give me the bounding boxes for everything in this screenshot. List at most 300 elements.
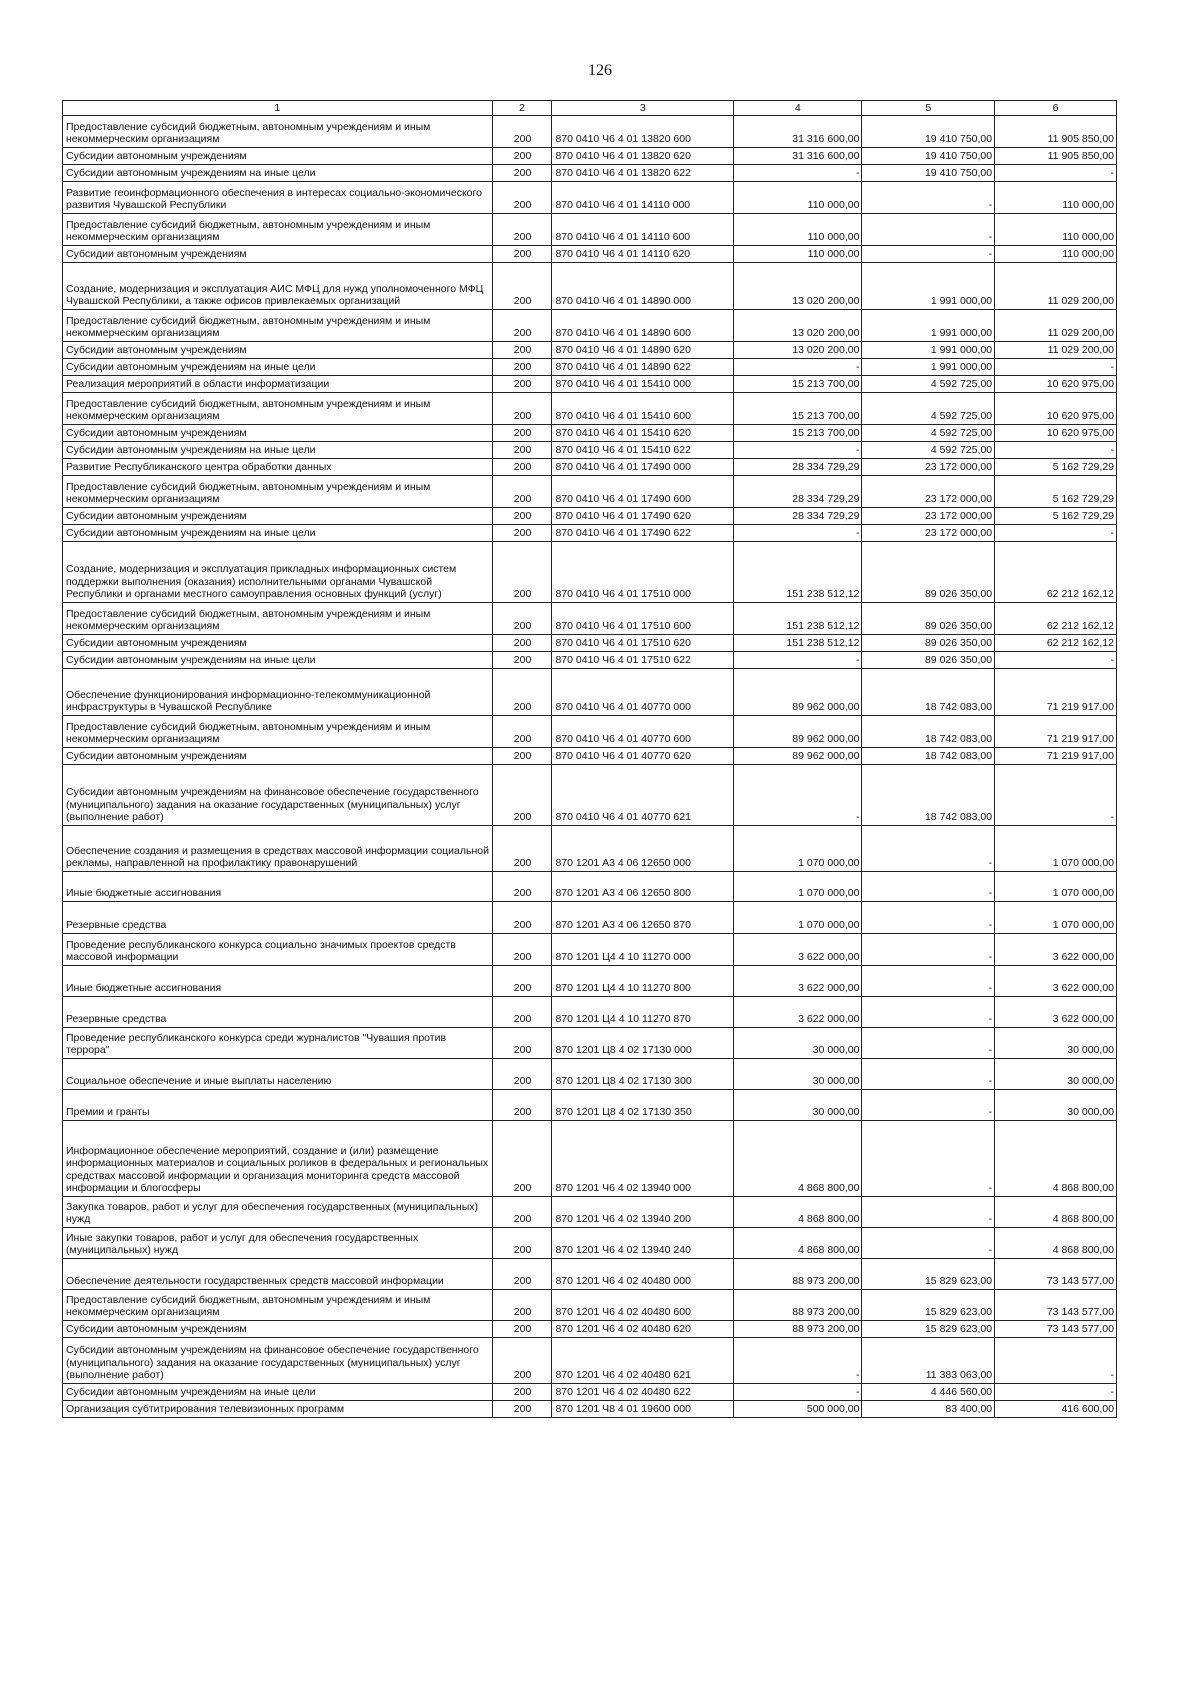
table-row (63, 342, 1117, 359)
row-col5-amount: - (862, 182, 995, 214)
row-col6-amount: 10 620 975,00 (995, 393, 1117, 425)
row-kbk-cell: 870 1201 Ч6 4 02 40480 000 (552, 1259, 734, 1290)
table-row (63, 442, 1117, 459)
row-col4-amount: 110 000,00 (734, 214, 862, 246)
row-kbk-cell: 870 0410 Ч6 4 01 40770 620 (552, 748, 734, 765)
row-col4-amount: 89 962 000,00 (734, 748, 862, 765)
row-col6-amount: 71 219 917,00 (995, 748, 1117, 765)
row-name-cell: Предоставление субсидий бюджетным, автономным учреждениям и иным некоммерческим организациям (63, 716, 493, 748)
row-code-cell: 200 (492, 966, 552, 997)
row-code-cell: 200 (492, 635, 552, 652)
row-col4-amount: 110 000,00 (734, 246, 862, 263)
row-name-cell: Субсидии автономным учреждениям на финансовое обеспечение государственного (муниципального) задания на оказание государственных (муниципальных) услуг (выполнение работ) (63, 765, 493, 826)
row-col4-amount: 31 316 600,00 (734, 116, 862, 148)
row-col4-amount: 1 070 000,00 (734, 902, 862, 934)
row-col6-amount: 110 000,00 (995, 214, 1117, 246)
row-col5-amount: - (862, 902, 995, 934)
row-kbk-cell: 870 0410 Ч6 4 01 17490 600 (552, 476, 734, 508)
row-kbk-cell: 870 1201 Ц8 4 02 17130 350 (552, 1090, 734, 1121)
row-col5-amount: 19 410 750,00 (862, 165, 995, 182)
table-row (63, 116, 1117, 148)
row-name-cell: Реализация мероприятий в области информатизации (63, 376, 493, 393)
row-name-cell: Организация субтитрирования телевизионных программ (63, 1401, 493, 1418)
row-kbk-cell: 870 0410 Ч6 4 01 14110 000 (552, 182, 734, 214)
row-kbk-cell: 870 0410 Ч6 4 01 14890 000 (552, 263, 734, 310)
row-code-cell: 200 (492, 652, 552, 669)
row-name-cell: Предоставление субсидий бюджетным, автономным учреждениям и иным некоммерческим организациям (63, 310, 493, 342)
row-kbk-cell: 870 1201 Ц4 4 10 11270 870 (552, 997, 734, 1028)
row-kbk-cell: 870 0410 Ч6 4 01 17510 600 (552, 603, 734, 635)
row-code-cell: 200 (492, 1197, 552, 1228)
budget-table (62, 100, 1117, 1418)
row-col5-amount: - (862, 1090, 995, 1121)
row-col5-amount: 89 026 350,00 (862, 635, 995, 652)
row-kbk-cell: 870 0410 Ч6 4 01 17490 620 (552, 508, 734, 525)
row-name-cell: Резервные средства (63, 997, 493, 1028)
row-kbk-cell: 870 1201 Ч6 4 02 13940 200 (552, 1197, 734, 1228)
table-row (63, 934, 1117, 966)
row-kbk-cell: 870 0410 Ч6 4 01 14110 600 (552, 214, 734, 246)
row-col4-amount: 15 213 700,00 (734, 425, 862, 442)
row-col5-amount: 18 742 083,00 (862, 716, 995, 748)
row-kbk-cell: 870 0410 Ч6 4 01 13820 622 (552, 165, 734, 182)
table-row (63, 542, 1117, 603)
row-name-cell: Предоставление субсидий бюджетным, автономным учреждениям и иным некоммерческим организациям (63, 116, 493, 148)
row-kbk-cell: 870 1201 Ц8 4 02 17130 300 (552, 1059, 734, 1090)
row-code-cell: 200 (492, 872, 552, 902)
col-header-5: 5 (862, 101, 995, 116)
row-col4-amount: 89 962 000,00 (734, 716, 862, 748)
table-row (63, 1090, 1117, 1121)
row-col4-amount: - (734, 1384, 862, 1401)
table-row (63, 635, 1117, 652)
row-name-cell: Субсидии автономным учреждениям на иные цели (63, 652, 493, 669)
row-code-cell: 200 (492, 1338, 552, 1384)
row-col4-amount: 110 000,00 (734, 182, 862, 214)
row-col4-amount: 1 070 000,00 (734, 872, 862, 902)
table-body (63, 116, 1117, 1418)
row-kbk-cell: 870 0410 Ч6 4 01 17510 000 (552, 542, 734, 603)
row-col5-amount: 4 592 725,00 (862, 393, 995, 425)
table-row (63, 148, 1117, 165)
row-name-cell: Предоставление субсидий бюджетным, автономным учреждениям и иным некоммерческим организациям (63, 1290, 493, 1321)
row-col4-amount: 13 020 200,00 (734, 310, 862, 342)
row-name-cell: Предоставление субсидий бюджетным, автономным учреждениям и иным некоммерческим организациям (63, 476, 493, 508)
table-row (63, 1028, 1117, 1059)
row-col6-amount: 11 905 850,00 (995, 148, 1117, 165)
row-code-cell: 200 (492, 1401, 552, 1418)
row-code-cell: 200 (492, 826, 552, 872)
row-col6-amount: 73 143 577,00 (995, 1290, 1117, 1321)
col-header-6: 6 (995, 101, 1117, 116)
row-code-cell: 200 (492, 1228, 552, 1259)
row-col4-amount: - (734, 1338, 862, 1384)
row-col6-amount: 5 162 729,29 (995, 459, 1117, 476)
row-col4-amount: 151 238 512,12 (734, 635, 862, 652)
row-kbk-cell: 870 0410 Ч6 4 01 13820 620 (552, 148, 734, 165)
row-kbk-cell: 870 0410 Ч6 4 01 40770 600 (552, 716, 734, 748)
table-row (63, 476, 1117, 508)
row-col6-amount: 3 622 000,00 (995, 934, 1117, 966)
row-col6-amount: 5 162 729,29 (995, 508, 1117, 525)
row-col4-amount: 30 000,00 (734, 1059, 862, 1090)
row-col5-amount: - (862, 214, 995, 246)
row-col6-amount: 11 029 200,00 (995, 263, 1117, 310)
row-kbk-cell: 870 1201 Ч6 4 02 13940 240 (552, 1228, 734, 1259)
row-col5-amount: 83 400,00 (862, 1401, 995, 1418)
row-col4-amount: 500 000,00 (734, 1401, 862, 1418)
row-name-cell: Субсидии автономным учреждениям (63, 148, 493, 165)
row-col4-amount: 3 622 000,00 (734, 997, 862, 1028)
row-code-cell: 200 (492, 716, 552, 748)
table-row (63, 1401, 1117, 1418)
row-col4-amount: 4 868 800,00 (734, 1121, 862, 1197)
row-col4-amount: 31 316 600,00 (734, 148, 862, 165)
row-col6-amount: 1 070 000,00 (995, 872, 1117, 902)
row-col5-amount: 15 829 623,00 (862, 1290, 995, 1321)
col-header-3: 3 (552, 101, 734, 116)
row-col4-amount: 28 334 729,29 (734, 508, 862, 525)
row-name-cell: Развитие Республиканского центра обработки данных (63, 459, 493, 476)
row-name-cell: Субсидии автономным учреждениям (63, 508, 493, 525)
table-row (63, 872, 1117, 902)
row-col4-amount: 151 238 512,12 (734, 603, 862, 635)
row-col5-amount: - (862, 246, 995, 263)
row-code-cell: 200 (492, 165, 552, 182)
row-col5-amount: 18 742 083,00 (862, 748, 995, 765)
row-name-cell: Предоставление субсидий бюджетным, автономным учреждениям и иным некоммерческим организациям (63, 393, 493, 425)
table-row (63, 1121, 1117, 1197)
table-row (63, 1290, 1117, 1321)
table-row (63, 525, 1117, 542)
row-name-cell: Обеспечение функционирования информационно-телекоммуникационной инфраструктуры в Чувашской Республике (63, 669, 493, 716)
row-code-cell: 200 (492, 1090, 552, 1121)
row-name-cell: Проведение республиканского конкурса среди журналистов "Чувашия против террора" (63, 1028, 493, 1059)
row-col5-amount: - (862, 966, 995, 997)
row-col6-amount: - (995, 359, 1117, 376)
row-name-cell: Иные закупки товаров, работ и услуг для обеспечения государственных (муниципальных) нужд (63, 1228, 493, 1259)
table-row (63, 182, 1117, 214)
row-kbk-cell: 870 0410 Ч6 4 01 40770 621 (552, 765, 734, 826)
row-name-cell: Обеспечение деятельности государственных средств массовой информации (63, 1259, 493, 1290)
row-kbk-cell: 870 1201 Ч6 4 02 40480 622 (552, 1384, 734, 1401)
table-row (63, 359, 1117, 376)
row-code-cell: 200 (492, 525, 552, 542)
row-name-cell: Развитие геоинформационного обеспечения в интересах социально-экономического развития Чувашской Республики (63, 182, 493, 214)
row-col6-amount: 71 219 917,00 (995, 716, 1117, 748)
table-row (63, 459, 1117, 476)
row-col6-amount: 11 905 850,00 (995, 116, 1117, 148)
row-name-cell: Субсидии автономным учреждениям на иные цели (63, 165, 493, 182)
table-row (63, 997, 1117, 1028)
row-name-cell: Субсидии автономным учреждениям на иные цели (63, 442, 493, 459)
table-row (63, 902, 1117, 934)
row-name-cell: Субсидии автономным учреждениям (63, 246, 493, 263)
row-col6-amount: 3 622 000,00 (995, 997, 1117, 1028)
row-col6-amount: 10 620 975,00 (995, 376, 1117, 393)
row-name-cell: Резервные средства (63, 902, 493, 934)
table-row (63, 1059, 1117, 1090)
row-col6-amount: 11 029 200,00 (995, 310, 1117, 342)
row-col5-amount: - (862, 1197, 995, 1228)
row-col5-amount: - (862, 1121, 995, 1197)
row-code-cell: 200 (492, 148, 552, 165)
table-row (63, 669, 1117, 716)
row-code-cell: 200 (492, 1259, 552, 1290)
row-col5-amount: 23 172 000,00 (862, 476, 995, 508)
row-col6-amount: 110 000,00 (995, 182, 1117, 214)
row-kbk-cell: 870 1201 Ц4 4 10 11270 000 (552, 934, 734, 966)
table-row (63, 1321, 1117, 1338)
row-code-cell: 200 (492, 476, 552, 508)
row-col5-amount: 23 172 000,00 (862, 459, 995, 476)
row-col6-amount: 4 868 800,00 (995, 1228, 1117, 1259)
row-col6-amount: 3 622 000,00 (995, 966, 1117, 997)
row-col5-amount: 15 829 623,00 (862, 1259, 995, 1290)
row-name-cell: Создание, модернизация и эксплуатация прикладных информационных систем поддержки выполнения (оказания) исполнительными органами Чувашской Республики и органами местного самоуправления основных функций (услуг) (63, 542, 493, 603)
row-kbk-cell: 870 0410 Ч6 4 01 17510 622 (552, 652, 734, 669)
row-code-cell: 200 (492, 459, 552, 476)
row-col6-amount: 73 143 577,00 (995, 1259, 1117, 1290)
row-col5-amount: - (862, 997, 995, 1028)
row-name-cell: Субсидии автономным учреждениям (63, 1321, 493, 1338)
row-kbk-cell: 870 0410 Ч6 4 01 15410 622 (552, 442, 734, 459)
col-header-1: 1 (63, 101, 493, 116)
row-col4-amount: - (734, 525, 862, 542)
row-col6-amount: - (995, 165, 1117, 182)
row-col5-amount: 89 026 350,00 (862, 652, 995, 669)
row-col6-amount: 1 070 000,00 (995, 902, 1117, 934)
row-col6-amount: 4 868 800,00 (995, 1121, 1117, 1197)
row-name-cell: Информационное обеспечение мероприятий, создание и (или) размещение информационных материалов и социальных роликов в федеральных и региональных средствах массовой информации и организация мониторинга средств массовой информации и блогосферы (63, 1121, 493, 1197)
table-row (63, 393, 1117, 425)
table-row (63, 603, 1117, 635)
row-name-cell: Субсидии автономным учреждениям (63, 635, 493, 652)
row-col6-amount: 62 212 162,12 (995, 635, 1117, 652)
row-code-cell: 200 (492, 934, 552, 966)
row-name-cell: Иные бюджетные ассигнования (63, 966, 493, 997)
row-col5-amount: 18 742 083,00 (862, 669, 995, 716)
row-col6-amount: 11 029 200,00 (995, 342, 1117, 359)
row-kbk-cell: 870 0410 Ч6 4 01 15410 620 (552, 425, 734, 442)
row-col4-amount: - (734, 359, 862, 376)
row-col6-amount: 62 212 162,12 (995, 603, 1117, 635)
row-col6-amount: - (995, 652, 1117, 669)
page-number: 126 (588, 62, 612, 79)
row-code-cell: 200 (492, 1028, 552, 1059)
row-kbk-cell: 870 1201 Ц4 4 10 11270 800 (552, 966, 734, 997)
row-code-cell: 200 (492, 603, 552, 635)
row-col4-amount: 3 622 000,00 (734, 934, 862, 966)
row-col5-amount: 89 026 350,00 (862, 542, 995, 603)
row-name-cell: Социальное обеспечение и иные выплаты населению (63, 1059, 493, 1090)
table-row (63, 310, 1117, 342)
row-name-cell: Предоставление субсидий бюджетным, автономным учреждениям и иным некоммерческим организациям (63, 214, 493, 246)
row-code-cell: 200 (492, 342, 552, 359)
row-name-cell: Субсидии автономным учреждениям (63, 748, 493, 765)
row-col5-amount: - (862, 872, 995, 902)
row-code-cell: 200 (492, 393, 552, 425)
row-name-cell: Иные бюджетные ассигнования (63, 872, 493, 902)
row-col4-amount: 1 070 000,00 (734, 826, 862, 872)
row-col6-amount: 30 000,00 (995, 1028, 1117, 1059)
row-code-cell: 200 (492, 214, 552, 246)
row-col5-amount: 23 172 000,00 (862, 525, 995, 542)
row-col5-amount: - (862, 1028, 995, 1059)
row-kbk-cell: 870 0410 Ч6 4 01 17510 620 (552, 635, 734, 652)
row-code-cell: 200 (492, 1059, 552, 1090)
row-col4-amount: 13 020 200,00 (734, 342, 862, 359)
row-col6-amount: - (995, 765, 1117, 826)
row-code-cell: 200 (492, 1290, 552, 1321)
row-code-cell: 200 (492, 116, 552, 148)
row-col4-amount: 13 020 200,00 (734, 263, 862, 310)
row-col6-amount: - (995, 1338, 1117, 1384)
row-name-cell: Субсидии автономным учреждениям на иные цели (63, 525, 493, 542)
row-code-cell: 200 (492, 765, 552, 826)
table-row (63, 1338, 1117, 1384)
row-col6-amount: 416 600,00 (995, 1401, 1117, 1418)
row-name-cell: Закупка товаров, работ и услуг для обеспечения государственных (муниципальных) нужд (63, 1197, 493, 1228)
row-kbk-cell: 870 1201 Ч6 4 02 40480 600 (552, 1290, 734, 1321)
table-row (63, 1259, 1117, 1290)
row-col5-amount: - (862, 1228, 995, 1259)
row-name-cell: Субсидии автономным учреждениям (63, 425, 493, 442)
row-col4-amount: 151 238 512,12 (734, 542, 862, 603)
table-row (63, 376, 1117, 393)
row-kbk-cell: 870 0410 Ч6 4 01 40770 000 (552, 669, 734, 716)
row-col4-amount: 3 622 000,00 (734, 966, 862, 997)
row-col6-amount: 1 070 000,00 (995, 826, 1117, 872)
row-col4-amount: - (734, 165, 862, 182)
row-col4-amount: 88 973 200,00 (734, 1259, 862, 1290)
row-col5-amount: 4 592 725,00 (862, 425, 995, 442)
row-col5-amount: 15 829 623,00 (862, 1321, 995, 1338)
table-row (63, 1384, 1117, 1401)
row-col6-amount: 73 143 577,00 (995, 1321, 1117, 1338)
row-kbk-cell: 870 1201 Ц8 4 02 17130 000 (552, 1028, 734, 1059)
row-col5-amount: 4 446 560,00 (862, 1384, 995, 1401)
row-kbk-cell: 870 0410 Ч6 4 01 15410 600 (552, 393, 734, 425)
row-col5-amount: - (862, 1059, 995, 1090)
table-row (63, 508, 1117, 525)
row-col5-amount: 11 383 063,00 (862, 1338, 995, 1384)
row-col4-amount: - (734, 765, 862, 826)
row-kbk-cell: 870 1201 А3 4 06 12650 000 (552, 826, 734, 872)
row-name-cell: Создание, модернизация и эксплуатация АИС МФЦ для нужд уполномоченного МФЦ Чувашской Республики, а также офисов привлекаемых организаций (63, 263, 493, 310)
row-code-cell: 200 (492, 1121, 552, 1197)
row-col5-amount: 19 410 750,00 (862, 116, 995, 148)
row-code-cell: 200 (492, 1384, 552, 1401)
row-name-cell: Обеспечение создания и размещения в средствах массовой информации социальной рекламы, направленной на профилактику правонарушений (63, 826, 493, 872)
row-kbk-cell: 870 0410 Ч6 4 01 13820 600 (552, 116, 734, 148)
row-col5-amount: 4 592 725,00 (862, 442, 995, 459)
row-code-cell: 200 (492, 1321, 552, 1338)
row-col5-amount: 1 991 000,00 (862, 310, 995, 342)
row-col6-amount: 5 162 729,29 (995, 476, 1117, 508)
row-kbk-cell: 870 0410 Ч6 4 01 14110 620 (552, 246, 734, 263)
row-col6-amount: 4 868 800,00 (995, 1197, 1117, 1228)
col-header-4: 4 (734, 101, 862, 116)
row-col6-amount: 71 219 917,00 (995, 669, 1117, 716)
row-kbk-cell: 870 1201 А3 4 06 12650 800 (552, 872, 734, 902)
table-row (63, 966, 1117, 997)
row-kbk-cell: 870 0410 Ч6 4 01 15410 000 (552, 376, 734, 393)
row-col6-amount: - (995, 525, 1117, 542)
row-kbk-cell: 870 0410 Ч6 4 01 14890 600 (552, 310, 734, 342)
table-row (63, 716, 1117, 748)
row-col6-amount: 30 000,00 (995, 1059, 1117, 1090)
row-code-cell: 200 (492, 902, 552, 934)
row-col4-amount: 28 334 729,29 (734, 476, 862, 508)
row-col4-amount: 15 213 700,00 (734, 376, 862, 393)
row-kbk-cell: 870 1201 Ч8 4 01 19600 000 (552, 1401, 734, 1418)
row-code-cell: 200 (492, 542, 552, 603)
row-name-cell: Субсидии автономным учреждениям (63, 342, 493, 359)
row-kbk-cell: 870 0410 Ч6 4 01 17490 622 (552, 525, 734, 542)
table-row (63, 748, 1117, 765)
row-name-cell: Субсидии автономным учреждениям на иные цели (63, 1384, 493, 1401)
row-kbk-cell: 870 1201 Ч6 4 02 13940 000 (552, 1121, 734, 1197)
row-col5-amount: - (862, 826, 995, 872)
row-col6-amount: - (995, 442, 1117, 459)
row-col4-amount: 30 000,00 (734, 1090, 862, 1121)
col-header-2: 2 (492, 101, 552, 116)
table-row (63, 652, 1117, 669)
table-row (63, 425, 1117, 442)
row-kbk-cell: 870 0410 Ч6 4 01 17490 000 (552, 459, 734, 476)
row-name-cell: Предоставление субсидий бюджетным, автономным учреждениям и иным некоммерческим организациям (63, 603, 493, 635)
row-col4-amount: 4 868 800,00 (734, 1228, 862, 1259)
row-code-cell: 200 (492, 263, 552, 310)
row-col4-amount: 30 000,00 (734, 1028, 862, 1059)
row-col4-amount: 89 962 000,00 (734, 669, 862, 716)
table-row (63, 165, 1117, 182)
row-code-cell: 200 (492, 310, 552, 342)
row-col6-amount: - (995, 1384, 1117, 1401)
row-kbk-cell: 870 1201 А3 4 06 12650 870 (552, 902, 734, 934)
row-code-cell: 200 (492, 508, 552, 525)
header-row (63, 101, 1117, 116)
row-col6-amount: 110 000,00 (995, 246, 1117, 263)
row-col5-amount: 23 172 000,00 (862, 508, 995, 525)
row-name-cell: Премии и гранты (63, 1090, 493, 1121)
row-col6-amount: 10 620 975,00 (995, 425, 1117, 442)
row-code-cell: 200 (492, 425, 552, 442)
row-code-cell: 200 (492, 376, 552, 393)
table-row (63, 246, 1117, 263)
row-col4-amount: 15 213 700,00 (734, 393, 862, 425)
row-col4-amount: 28 334 729,29 (734, 459, 862, 476)
row-code-cell: 200 (492, 442, 552, 459)
row-code-cell: 200 (492, 669, 552, 716)
row-col5-amount: 4 592 725,00 (862, 376, 995, 393)
row-name-cell: Субсидии автономным учреждениям на финансовое обеспечение государственного (муниципального) задания на оказание государственных (муниципальных) услуг (выполнение работ) (63, 1338, 493, 1384)
row-code-cell: 200 (492, 359, 552, 376)
row-kbk-cell: 870 1201 Ч6 4 02 40480 621 (552, 1338, 734, 1384)
row-col4-amount: 88 973 200,00 (734, 1321, 862, 1338)
table-row (63, 1197, 1117, 1228)
table-row (63, 1228, 1117, 1259)
row-code-cell: 200 (492, 182, 552, 214)
table-row (63, 214, 1117, 246)
row-name-cell: Субсидии автономным учреждениям на иные цели (63, 359, 493, 376)
row-col6-amount: 30 000,00 (995, 1090, 1117, 1121)
row-col4-amount: - (734, 652, 862, 669)
table-row (63, 263, 1117, 310)
row-code-cell: 200 (492, 748, 552, 765)
row-name-cell: Проведение республиканского конкурса социально значимых проектов средств массовой информации (63, 934, 493, 966)
